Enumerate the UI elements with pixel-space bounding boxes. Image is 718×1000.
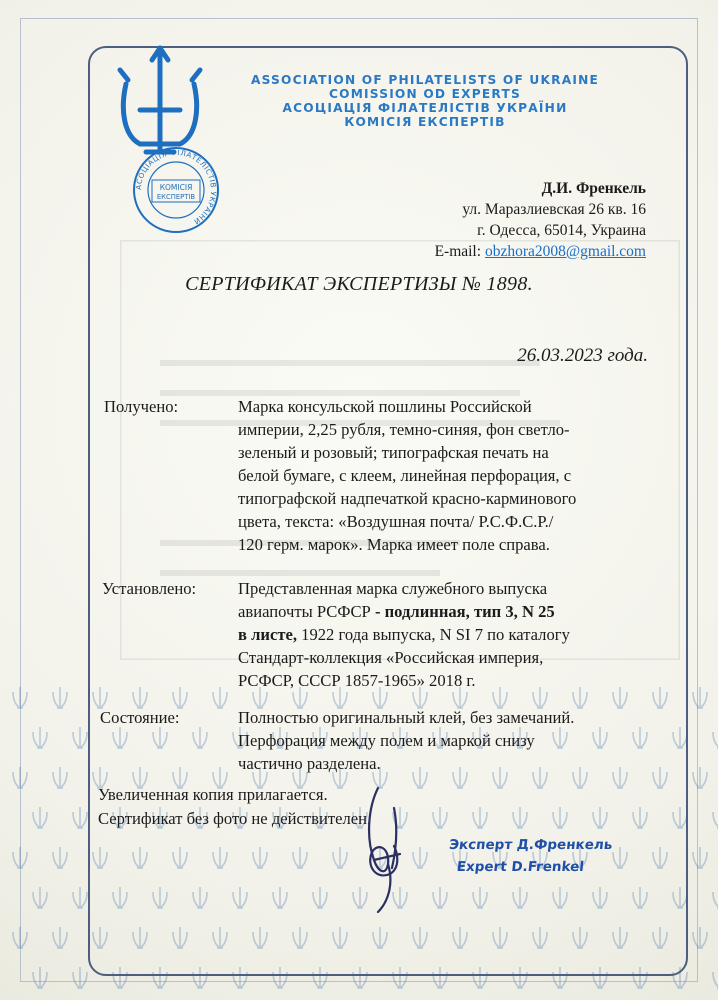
header-line-en-2: COMISSION OD EXPERTS: [329, 87, 521, 101]
expert-stamp: [446, 834, 631, 878]
expert-street: ул. Маразлиевская 26 кв. 16: [462, 201, 646, 218]
certificate-title: СЕРТИФИКАТ ЭКСПЕРТИЗЫ № 1898.: [185, 273, 533, 295]
condition-line: Перфорация между полем и маркой снизу: [238, 731, 535, 750]
logo-center-line-2: ЕКСПЕРТІВ: [156, 193, 196, 201]
expert-signature: [348, 768, 428, 918]
logo-ring-text: АСОЦІАЦІЯ ФІЛАТЕЛІСТІВ УКРАЇНИ: [133, 147, 219, 227]
certificate-date: 26.03.2023 года.: [517, 345, 648, 366]
established-text: [238, 577, 658, 692]
verdict-position: в листе,: [238, 625, 298, 644]
email-label: E-mail:: [434, 243, 485, 260]
established-line: РСФСР, СССР 1857-1965» 2018 г.: [238, 671, 476, 690]
stamp-line-ru: Эксперт Д.Френкель: [448, 837, 614, 853]
header-line-en-1: ASSOCIATION OF PHILATELISTS OF UKRAINE: [250, 73, 600, 87]
expert-city: г. Одесса, 65014, Украина: [477, 222, 646, 239]
email-link[interactable]: obzhora2008@gmail.com: [484, 243, 646, 260]
established-line: [238, 600, 658, 623]
certificate-footer: [98, 783, 371, 831]
association-logo: [100, 40, 260, 240]
association-header: [205, 73, 645, 129]
header-line-uk-2: КОМІСІЯ ЕКСПЕРТІВ: [344, 115, 506, 129]
received-line: типографской надпечаткой красно-карминового: [238, 489, 577, 508]
header-line-uk-1: АСОЦІАЦІЯ ФІЛАТЕЛІСТІВ УКРАЇНИ: [282, 101, 568, 115]
condition-line: частично разделена.: [238, 754, 381, 773]
condition-line: Полностью оригинальный клей, без замечаний.: [238, 708, 575, 727]
established-line: [238, 623, 658, 646]
condition-label: Состояние:: [100, 708, 180, 727]
received-line: белой бумаге, с клеем, линейная перфорация, с: [238, 466, 572, 485]
stamp-line-en: Expert D.Frenkel: [456, 859, 585, 875]
expert-name: Д.И. Френкель: [541, 180, 646, 197]
logo-center-line-1: КОМІСІЯ: [159, 183, 193, 192]
received-line: 120 герм. марок». Марка имеет поле справа.: [238, 535, 550, 554]
condition-text: [238, 706, 658, 775]
footer-copy-note: Увеличенная копия прилагается.: [98, 785, 328, 804]
established-line: Представленная марка служебного выпуска: [238, 579, 548, 598]
expert-email-row: [435, 241, 646, 262]
received-text: [238, 395, 658, 556]
established-label: Установлено:: [102, 579, 197, 598]
received-label: Получено:: [104, 397, 179, 416]
trident-emblem-icon: [120, 48, 200, 152]
received-line: цвета, текста: «Воздушная почта/ Р.С.Ф.С.Р./: [238, 512, 554, 531]
footer-validity-note: Сертификат без фото не действителен.: [98, 809, 372, 828]
received-line: Марка консульской пошлины Российской: [238, 397, 532, 416]
expert-contact-block: [435, 178, 646, 262]
received-line: зеленый и розовый; типографская печать на: [238, 443, 549, 462]
established-line: Стандарт-коллекция «Российская империя,: [238, 648, 544, 667]
received-line: империи, 2,25 рубля, темно-синяя, фон светло-: [238, 420, 570, 439]
established-plain: авиапочты РСФСР: [238, 602, 375, 621]
established-plain: 1922 года выпуска, N SI 7 по каталогу: [297, 625, 570, 644]
verdict-authentic: - подлинная, тип 3, N 25: [374, 602, 555, 621]
